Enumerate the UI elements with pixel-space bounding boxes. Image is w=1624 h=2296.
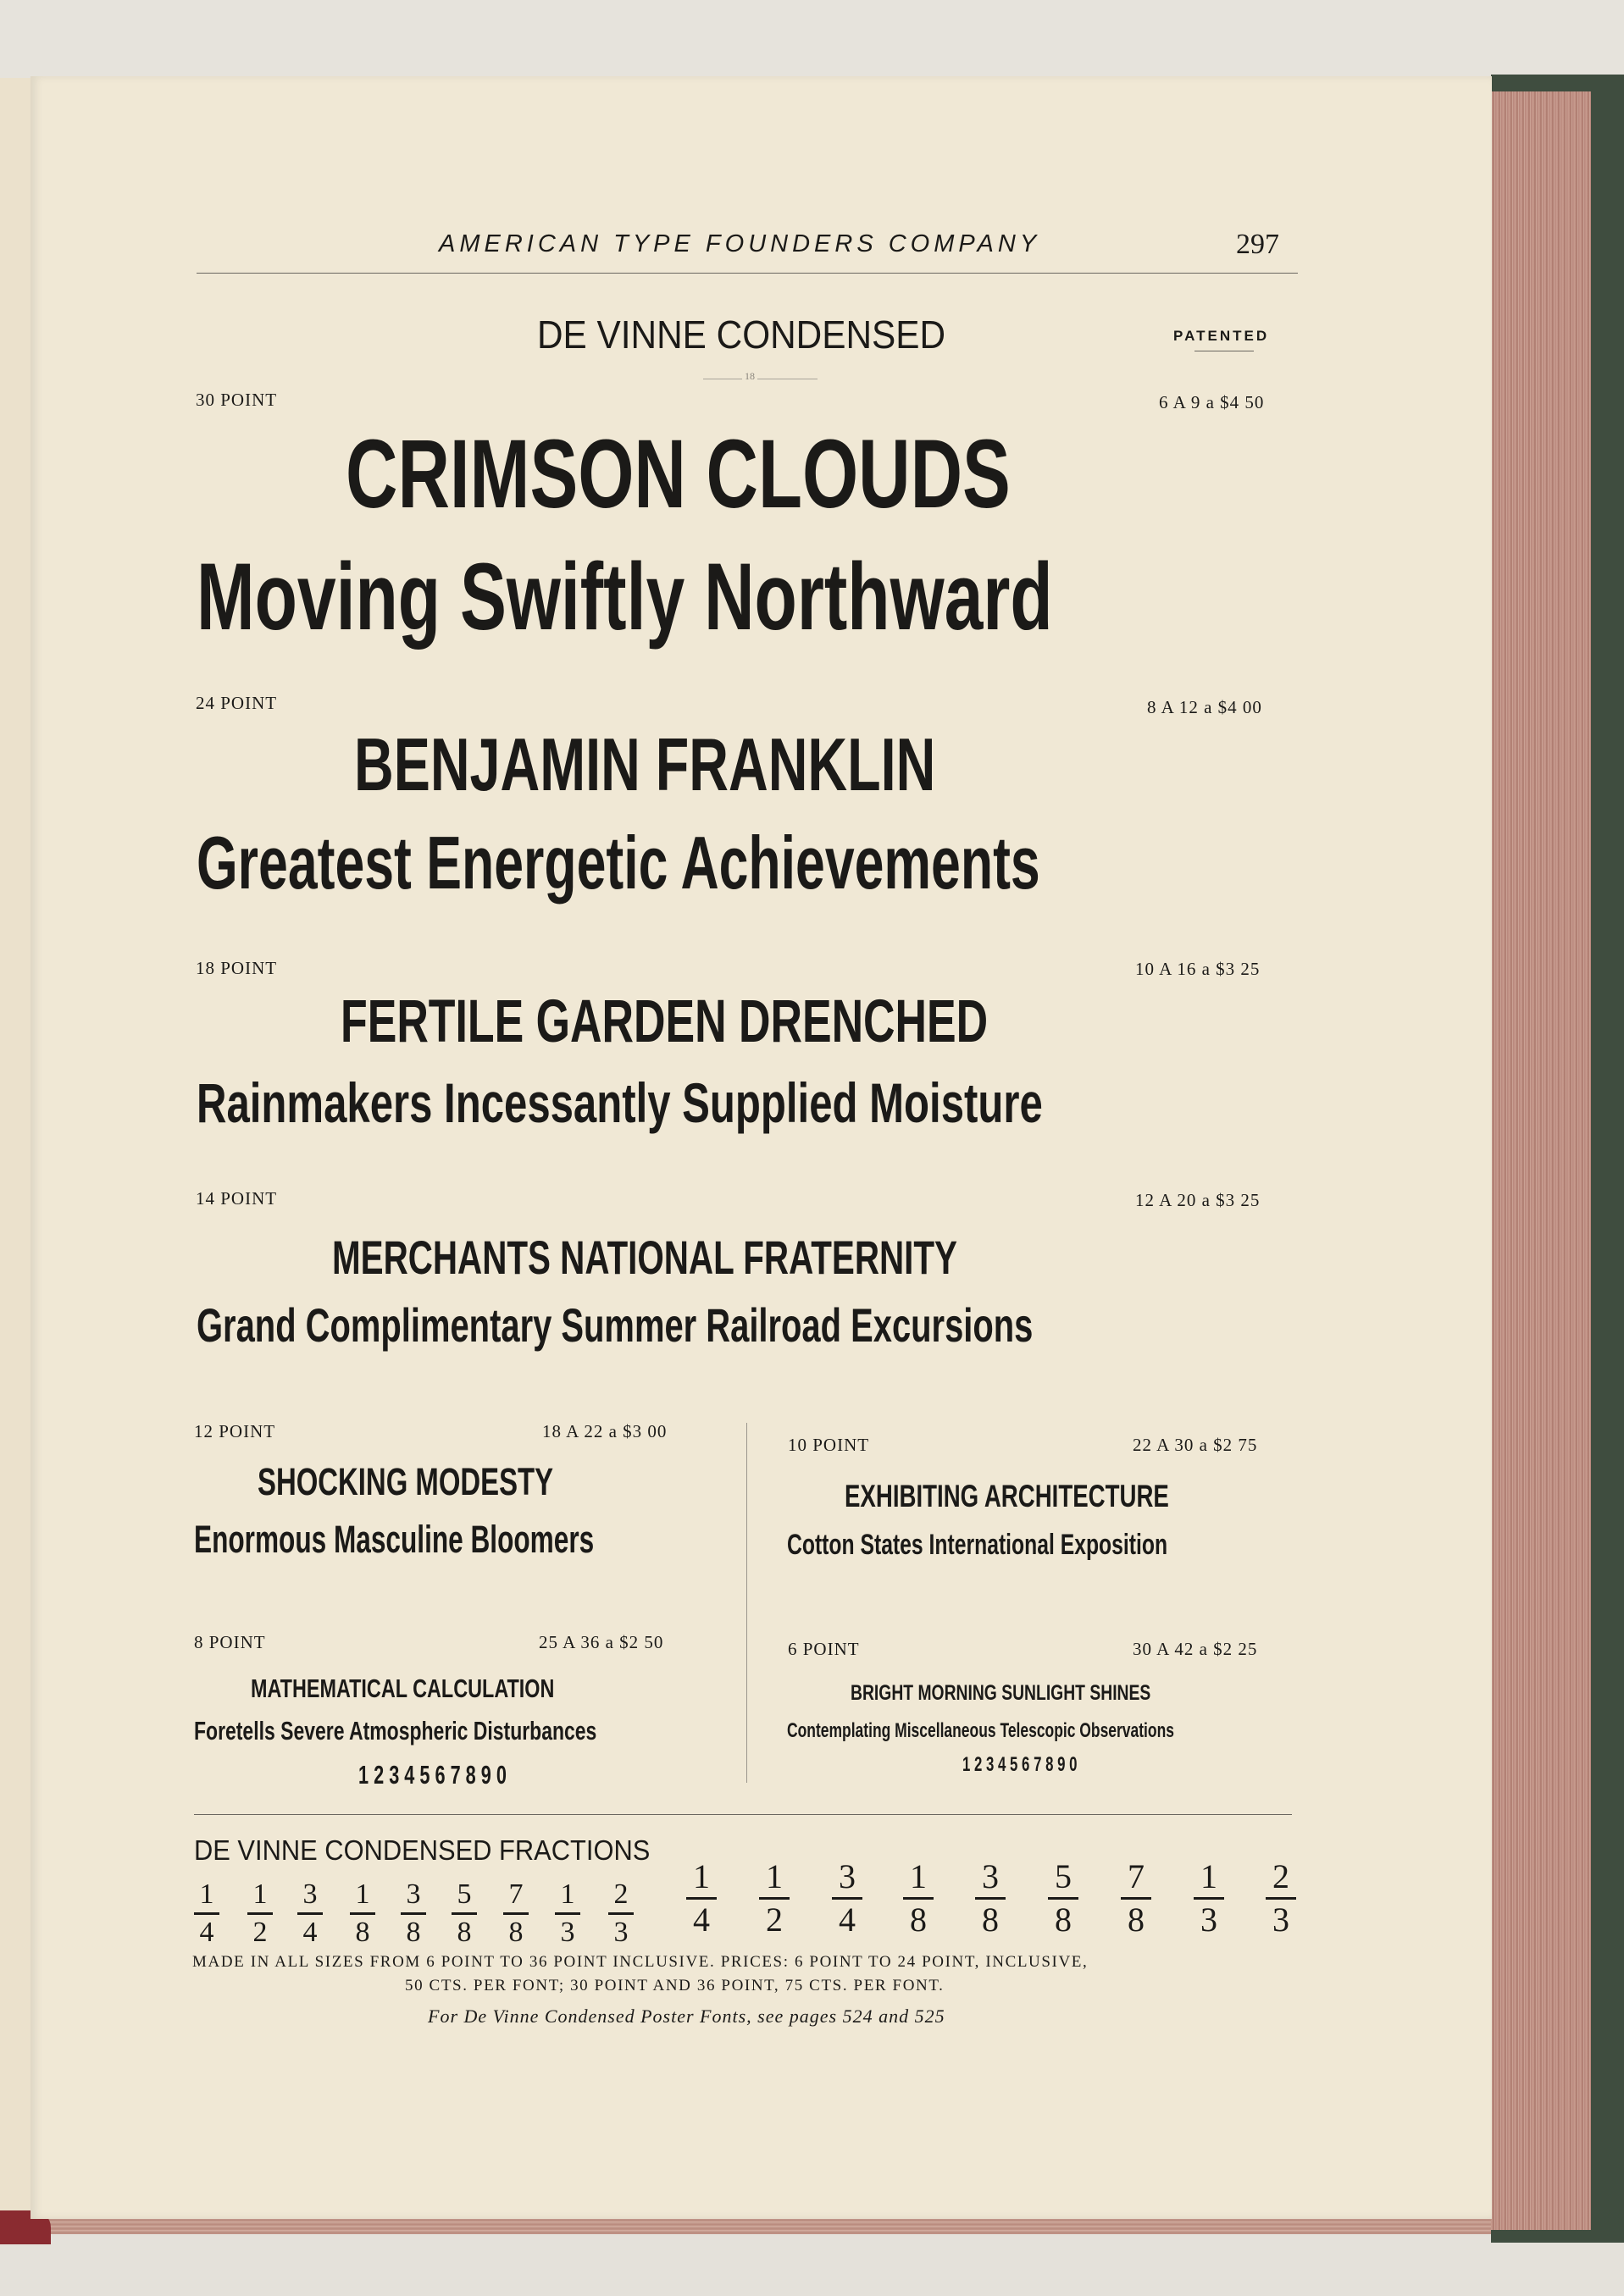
- footer-line-2: 50 CTS. PER FONT; 30 POINT AND 36 POINT, 75 CTS. PER FONT.: [405, 1977, 945, 1994]
- fraction-numerator: 3: [302, 1878, 318, 1910]
- fraction-numerator: 1: [560, 1878, 575, 1910]
- fraction-denominator: 8: [1055, 1900, 1072, 1939]
- specimen-30-lower: Moving Swiftly Northward: [197, 544, 1053, 650]
- fraction-denominator: 8: [508, 1917, 524, 1948]
- size-label-24: 24 POINT: [196, 693, 278, 713]
- size-label-14: 14 POINT: [196, 1188, 278, 1209]
- specimen-10-caps: EXHIBITING ARCHITECTURE: [845, 1479, 1169, 1513]
- fraction-numerator: 5: [457, 1878, 472, 1910]
- specimen-14-lower: Grand Complimentary Summer Railroad Excursions: [197, 1298, 1034, 1352]
- fraction-small-5: [452, 1880, 477, 1947]
- size-label-18: 18 POINT: [196, 958, 278, 978]
- fraction-small-4: [401, 1880, 426, 1947]
- fraction-denominator: 3: [560, 1917, 575, 1948]
- fraction-large-4: [975, 1857, 1006, 1939]
- specimen-8-lower: Foretells Severe Atmospheric Disturbances: [194, 1716, 597, 1746]
- fraction-bar: [1121, 1897, 1151, 1900]
- fraction-denominator: 3: [1272, 1900, 1289, 1939]
- fraction-bar: [903, 1897, 934, 1900]
- fraction-bar: [832, 1897, 862, 1900]
- price-24: 8 A 12 a $4 00: [1147, 697, 1262, 717]
- fraction-denominator: 4: [199, 1917, 214, 1948]
- fraction-numerator: 5: [1055, 1857, 1072, 1895]
- price-10: 22 A 30 a $2 75: [1133, 1435, 1258, 1455]
- fraction-denominator: 2: [766, 1900, 783, 1939]
- fraction-large-7: [1194, 1857, 1224, 1939]
- fraction-bar: [297, 1912, 323, 1915]
- column-divider: [746, 1423, 747, 1783]
- fraction-large-3: [903, 1857, 934, 1939]
- specimen-18-lower: Rainmakers Incessantly Supplied Moisture: [197, 1071, 1043, 1134]
- fraction-large-6: [1121, 1857, 1151, 1939]
- fraction-denominator: 8: [406, 1917, 421, 1948]
- specimen-24-lower: Greatest Energetic Achievements: [197, 821, 1040, 905]
- fraction-bar: [759, 1897, 790, 1900]
- specimen-30-caps: CRIMSON CLOUDS: [346, 420, 1011, 528]
- fraction-small-2: [297, 1880, 323, 1947]
- fraction-small-7: [555, 1880, 580, 1947]
- fraction-bar: [401, 1912, 426, 1915]
- fraction-numerator: 1: [1200, 1857, 1217, 1895]
- price-18: 10 A 16 a $3 25: [1135, 959, 1261, 979]
- fraction-numerator: 7: [508, 1878, 524, 1910]
- fraction-large-8: [1266, 1857, 1296, 1939]
- fraction-denominator: 8: [355, 1917, 370, 1948]
- price-6: 30 A 42 a $2 25: [1133, 1639, 1258, 1659]
- specimen-6-digits: 1 2 3 4 5 6 7 8 9 0: [962, 1753, 1078, 1776]
- fraction-numerator: 1: [766, 1857, 783, 1895]
- running-title: AMERICAN TYPE FOUNDERS COMPANY: [439, 230, 1041, 257]
- page-edges: [1489, 91, 1591, 2230]
- fraction-bar: [350, 1912, 375, 1915]
- font-title: DE VINNE CONDENSED: [537, 313, 946, 357]
- specimen-24-caps: BENJAMIN FRANKLIN: [354, 722, 936, 806]
- fraction-numerator: 3: [982, 1857, 999, 1895]
- fraction-small-6: [503, 1880, 529, 1947]
- fraction-bar: [975, 1897, 1006, 1900]
- fraction-numerator: 1: [355, 1878, 370, 1910]
- price-30: 6 A 9 a $4 50: [1159, 392, 1265, 412]
- fraction-large-5: [1048, 1857, 1078, 1939]
- fraction-denominator: 4: [302, 1917, 318, 1948]
- price-8: 25 A 36 a $2 50: [539, 1632, 664, 1652]
- price-12: 18 A 22 a $3 00: [542, 1421, 668, 1441]
- fraction-numerator: 2: [613, 1878, 629, 1910]
- fraction-denominator: 8: [1128, 1900, 1145, 1939]
- fraction-bar: [686, 1897, 717, 1900]
- fraction-bar: [555, 1912, 580, 1915]
- fraction-small-1: [247, 1880, 273, 1947]
- size-label-30: 30 POINT: [196, 390, 278, 410]
- specimen-14-caps: MERCHANTS NATIONAL FRATERNITY: [332, 1231, 957, 1284]
- fraction-numerator: 7: [1128, 1857, 1145, 1895]
- fraction-denominator: 4: [693, 1900, 710, 1939]
- fraction-large-2: [832, 1857, 862, 1939]
- fraction-large-0: [686, 1857, 717, 1939]
- size-label-8: 8 POINT: [194, 1632, 266, 1652]
- size-label-10: 10 POINT: [788, 1435, 870, 1455]
- title-ornament-mark: 18: [742, 370, 757, 383]
- fraction-small-0: [194, 1880, 219, 1947]
- fraction-denominator: 3: [613, 1917, 629, 1948]
- fraction-numerator: 2: [1272, 1857, 1289, 1895]
- page-number: 297: [1236, 229, 1279, 260]
- fraction-small-8: [608, 1880, 634, 1947]
- fraction-bar: [1194, 1897, 1224, 1900]
- fraction-bar: [194, 1912, 219, 1915]
- footer-line-1: MADE IN ALL SIZES FROM 6 POINT TO 36 POINT INCLUSIVE. PRICES: 6 POINT TO 24 POINT, INCLUSIVE,: [192, 1953, 1089, 1971]
- fraction-numerator: 1: [910, 1857, 927, 1895]
- size-label-12: 12 POINT: [194, 1421, 276, 1441]
- specimen-8-caps: MATHEMATICAL CALCULATION: [251, 1674, 555, 1703]
- footer-note: For De Vinne Condensed Poster Fonts, see pages 524 and 525: [428, 2006, 945, 2027]
- fraction-numerator: 1: [693, 1857, 710, 1895]
- specimen-10-lower: Cotton States International Exposition: [787, 1529, 1168, 1561]
- fraction-small-3: [350, 1880, 375, 1947]
- price-14: 12 A 20 a $3 25: [1135, 1190, 1261, 1210]
- size-label-6: 6 POINT: [788, 1639, 860, 1659]
- patented-label: PATENTED: [1173, 328, 1270, 344]
- fraction-denominator: 3: [1200, 1900, 1217, 1939]
- fraction-numerator: 1: [252, 1878, 268, 1910]
- fraction-numerator: 3: [406, 1878, 421, 1910]
- specimen-18-caps: FERTILE GARDEN DRENCHED: [341, 988, 989, 1055]
- fraction-numerator: 1: [199, 1878, 214, 1910]
- fraction-large-1: [759, 1857, 790, 1939]
- fraction-bar: [608, 1912, 634, 1915]
- fraction-bar: [1048, 1897, 1078, 1900]
- fractions-title: DE VINNE CONDENSED FRACTIONS: [194, 1834, 651, 1866]
- specimen-12-caps: SHOCKING MODESTY: [258, 1460, 554, 1503]
- fraction-denominator: 8: [457, 1917, 472, 1948]
- fraction-numerator: 3: [839, 1857, 856, 1895]
- specimen-12-lower: Enormous Masculine Bloomers: [194, 1518, 595, 1561]
- fraction-bar: [1266, 1897, 1296, 1900]
- fraction-denominator: 8: [910, 1900, 927, 1939]
- fraction-bar: [503, 1912, 529, 1915]
- header-rule: [197, 273, 1298, 274]
- specimen-8-digits: 1 2 3 4 5 6 7 8 9 0: [358, 1760, 507, 1790]
- background-top: [0, 0, 1624, 81]
- specimen-6-lower: Contemplating Miscellaneous Telescopic Observations: [787, 1719, 1174, 1742]
- fraction-bar: [247, 1912, 273, 1915]
- fractions-rule: [194, 1814, 1292, 1815]
- specimen-6-caps: BRIGHT MORNING SUNLIGHT SHINES: [851, 1681, 1151, 1705]
- fraction-denominator: 2: [252, 1917, 268, 1948]
- fraction-bar: [452, 1912, 477, 1915]
- fraction-denominator: 8: [982, 1900, 999, 1939]
- fraction-denominator: 4: [839, 1900, 856, 1939]
